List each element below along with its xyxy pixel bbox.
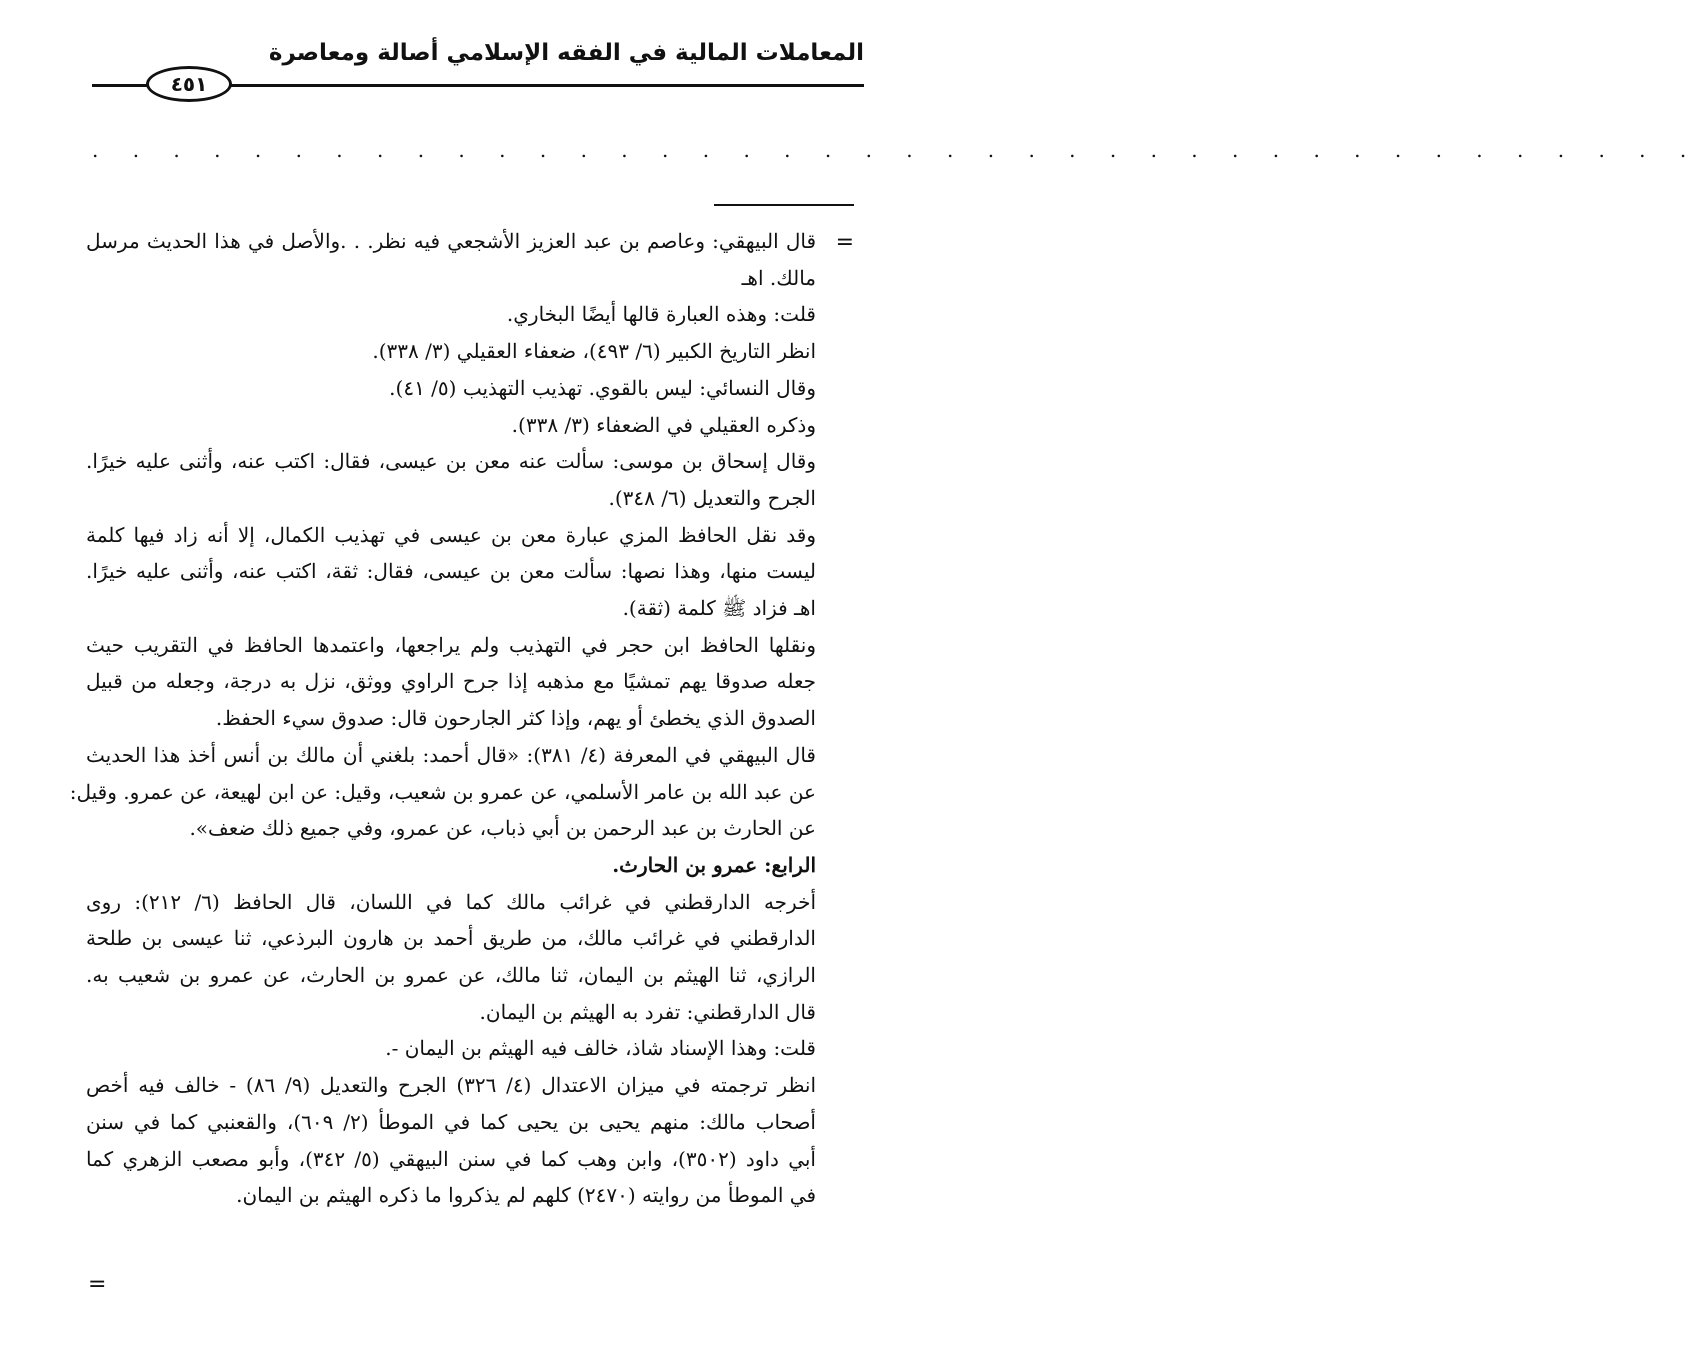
text-line: وقال إسحاق بن موسى: سألت عنه معن بن عيسى، فقال: اكتب عنه، وأثنى عليه خيرًا. [86, 449, 816, 474]
text-line: أبي داود (٣٥٠٢)، وابن وهب كما في سنن البيهقي (٥/ ٣٤٢)، وأبو مصعب الزهري كما [86, 1146, 816, 1171]
page-number-badge [146, 66, 232, 102]
text-line: وقد نقل الحافظ المزي عبارة معن بن عيسى في تهذيب الكمال، إلا أنه زاد فيها كلمة [86, 522, 816, 547]
text-line: عن الحارث بن عبد الرحمن بن أبي ذباب، عن عمرو، وفي جميع ذلك ضعف». [189, 816, 816, 841]
running-title: المعاملات المالية في الفقه الإسلامي أصالة ومعاصرة [268, 40, 864, 66]
text-line: قال البيهقي في المعرفة (٤/ ٣٨١): «قال أحمد: بلغني أن مالك بن أنس أخذ هذا الحديث [86, 742, 816, 767]
text-line: في الموطأ من روايته (٢٤٧٠) كلهم لم يذكروا ما ذكره الهيثم بن اليمان. [236, 1183, 816, 1208]
footnote-body [69, 223, 817, 1214]
continuation-mark-end: = [88, 1272, 107, 1297]
text-line: الجرح والتعديل (٦/ ٣٤٨). [608, 485, 816, 510]
text-line: قلت: وهذا الإسناد شاذ، خالف فيه الهيثم بن اليمان -. [385, 1036, 816, 1061]
text-line: جعله صدوقا يهم تمشيًا مع مذهبه إذا جرح الراوي ووثق، نزل به درجة، وجعله من قبيل [86, 669, 816, 694]
continuation-mark-start: = [835, 230, 854, 255]
text-line: الرازي، ثنا الهيثم بن اليمان، ثنا مالك، عن عمرو بن الحارث، عن عمرو بن شعيب به. [86, 963, 816, 988]
text-line: ونقلها الحافظ ابن حجر في التهذيب ولم يراجعها، واعتمدها الحافظ في التقريب حيث [86, 632, 816, 657]
text-line: قال البيهقي: وعاصم بن عبد العزيز الأشجعي فيه نظر. . .والأصل في هذا الحديث مرسل [86, 229, 816, 253]
text-line: ليست منها، وهذا نصها: سألت معن بن عيسى، فقال: ثقة، اكتب عنه، وأثنى عليه خيرًا. [86, 559, 816, 584]
section-heading: الرابع: عمرو بن الحارث. [612, 852, 816, 877]
text-line: انظر التاريخ الكبير (٦/ ٤٩٣)، ضعفاء العقيلي (٣/ ٣٣٨). [372, 339, 816, 364]
text-line: الدارقطني في غرائب مالك، من طريق أحمد بن هارون البرذعي، ثنا عيسى بن طلحة [86, 926, 816, 951]
text-line: انظر ترجمته في ميزان الاعتدال (٤/ ٣٢٦) الجرح والتعديل (٩/ ٨٦) - خالف فيه أخص [86, 1073, 817, 1098]
text-line: أصحاب مالك: منهم يحيى بن يحيى كما في الموطأ (٢/ ٦٠٩)، والقعنبي كما في سنن [86, 1109, 816, 1134]
separator-dots: . . . . . . . . . . . . . . . . . . . . . . . . . . . . . . . . . . . . . . . . [92, 138, 1700, 162]
text-line: عن عبد الله بن عامر الأسلمي، عن عمرو بن شعيب، وقيل: عن ابن لهيعة، عن عمرو. وقيل: [69, 779, 816, 804]
text-line: قال الدارقطني: تفرد به الهيثم بن اليمان. [479, 999, 816, 1024]
page-number: ٤٥١ [170, 72, 208, 96]
text-line: قلت: وهذه العبارة قالها أيضًا البخاري. [506, 302, 816, 327]
text-line: وقال النسائي: ليس بالقوي. تهذيب التهذيب (٥/ ٤١). [389, 375, 816, 400]
footnote-rule [714, 204, 854, 206]
text-line: وذكره العقيلي في الضعفاء (٣/ ٣٣٨). [511, 412, 816, 437]
text-line: اهـ فزاد ﷺ كلمة (ثقة). [622, 596, 816, 621]
text-line: الصدوق الذي يخطئ أو يهم، وإذا كثر الجارحون قال: صدوق سيء الحفظ. [215, 706, 816, 731]
text-line: أخرجه الدارقطني في غرائب مالك كما في اللسان، قال الحافظ (٦/ ٢١٢): روى [86, 889, 816, 914]
text-line: مالك. اهـ [741, 265, 816, 290]
